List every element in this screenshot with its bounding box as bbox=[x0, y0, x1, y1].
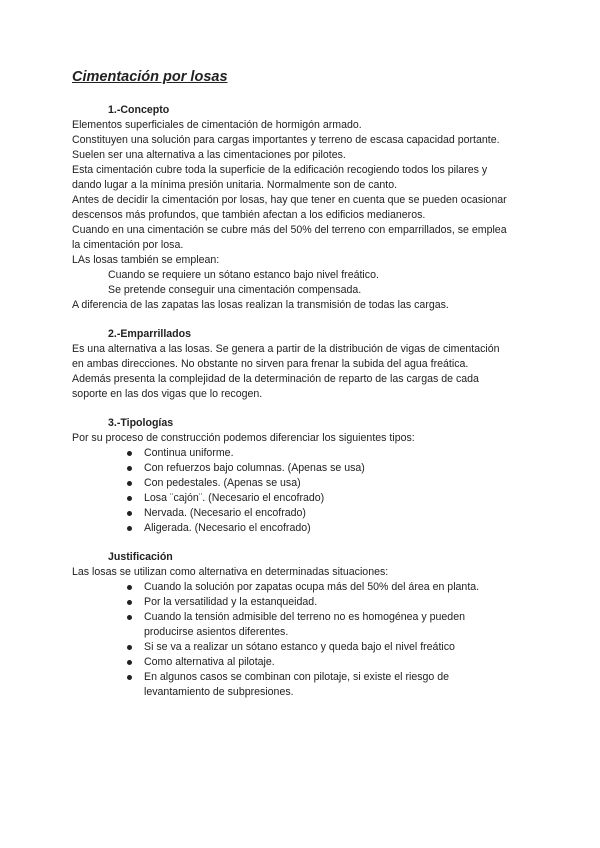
tipologias-list bbox=[72, 446, 542, 536]
list-item: Por la versatilidad y la estanqueidad. bbox=[127, 595, 482, 610]
indented-line: Cuando se requiere un sótano estanco bajo nivel freático. bbox=[108, 269, 379, 281]
list-item: En algunos casos se combinan con pilotaje, si existe el riesgo de levantamiento de subpresiones. bbox=[127, 670, 482, 700]
list-item: Cuando la tensión admisible del terreno no es homogénea y pueden producirse asientos diferentes. bbox=[127, 610, 482, 640]
list-item: Nervada. (Necesario el encofrado) bbox=[127, 506, 542, 521]
paragraph-line: Constituyen una solución para cargas importantes y terreno de escasa capacidad portante. bbox=[72, 134, 500, 146]
paragraph-line: Suelen ser una alternativa a las cimentaciones por pilotes. bbox=[72, 149, 346, 161]
section-heading-justificacion: Justificación bbox=[108, 551, 173, 563]
paragraph-line: Las losas se utilizan como alternativa en determinadas situaciones: bbox=[72, 566, 389, 578]
list-item: Aligerada. (Necesario el encofrado) bbox=[127, 521, 542, 536]
paragraph-line: Por su proceso de construcción podemos diferenciar los siguientes tipos: bbox=[72, 432, 415, 444]
document-page bbox=[72, 68, 542, 700]
list-item: Con pedestales. (Apenas se usa) bbox=[127, 476, 542, 491]
paragraph-line: Elementos superficiales de cimentación de hormigón armado. bbox=[72, 119, 362, 131]
paragraph-line: la cimentación por losa. bbox=[72, 239, 184, 251]
list-item: Como alternativa al pilotaje. bbox=[127, 655, 482, 670]
paragraph-line: Antes de decidir la cimentación por losas, hay que tener en cuenta que se pueden ocasionar bbox=[72, 194, 507, 206]
paragraph-line: Es una alternativa a las losas. Se genera a partir de la distribución de vigas de cimentación bbox=[72, 343, 500, 355]
paragraph-line: dando lugar a la mínima presión unitaria. Normalmente son de canto. bbox=[72, 179, 398, 191]
paragraph-line: soporte en las dos vigas que lo recogen. bbox=[72, 388, 263, 400]
paragraph-line: LAs losas también se emplean: bbox=[72, 254, 220, 266]
list-item: Losa ¨cajón¨. (Necesario el encofrado) bbox=[127, 491, 542, 506]
paragraph-line: Además presenta la complejidad de la determinación de reparto de las cargas de cada bbox=[72, 373, 479, 385]
paragraph-line: en ambas direcciones. No obstante no sirven para frenar la subida del agua freática. bbox=[72, 358, 469, 370]
paragraph-line: A diferencia de las zapatas las losas realizan la transmisión de todas las cargas. bbox=[72, 299, 449, 311]
paragraph-line: Cuando en una cimentación se cubre más del 50% del terreno con emparrillados, se emplea bbox=[72, 224, 507, 236]
section-heading-concepto: 1.-Concepto bbox=[108, 104, 170, 116]
list-item: Con refuerzos bajo columnas. (Apenas se usa) bbox=[127, 461, 542, 476]
list-item: Continua uniforme. bbox=[127, 446, 542, 461]
paragraph-line: descensos más profundos, que también afectan a los edificios medianeros. bbox=[72, 209, 426, 221]
justificacion-list bbox=[72, 580, 542, 700]
section-heading-emparrillados: 2.-Emparrillados bbox=[108, 328, 192, 340]
list-item: Cuando la solución por zapatas ocupa más del 50% del área en planta. bbox=[127, 580, 482, 595]
paragraph-line: Esta cimentación cubre toda la superficie de la edificación recogiendo todos los pilares y bbox=[72, 164, 488, 176]
section-heading-tipologias: 3.-Tipologías bbox=[108, 417, 174, 429]
indented-line: Se pretende conseguir una cimentación compensada. bbox=[108, 284, 362, 296]
document-title: Cimentación por losas bbox=[72, 69, 228, 85]
list-item: Si se va a realizar un sótano estanco y queda bajo el nivel freático bbox=[127, 640, 482, 655]
